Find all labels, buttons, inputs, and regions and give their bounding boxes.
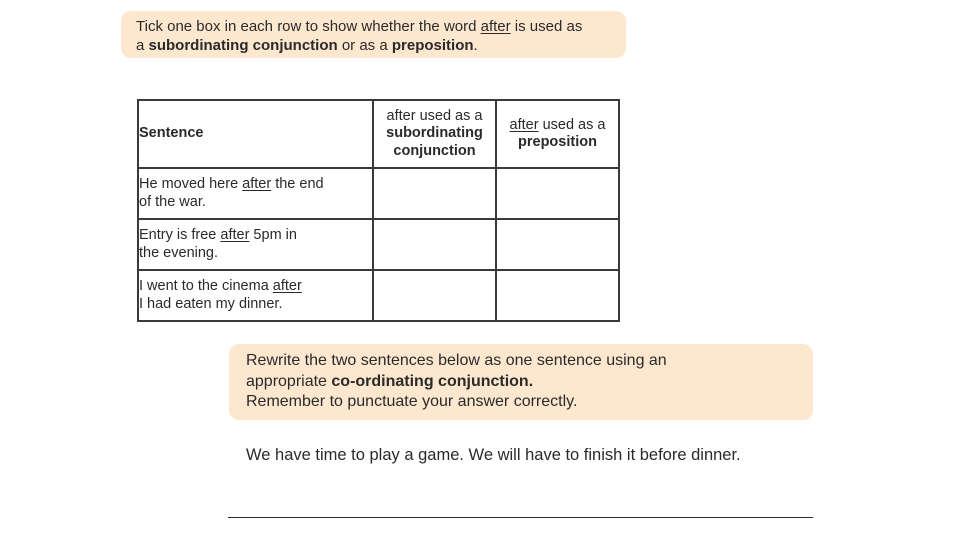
header-line: preposition — [518, 134, 597, 150]
keyword-after: after — [220, 227, 250, 243]
tick-box-table — [137, 99, 620, 322]
header-line: conjunction — [393, 142, 476, 159]
table-row — [138, 219, 619, 270]
header-subordinating-conjunction — [373, 100, 496, 168]
tick-box-subordinating-conjunction[interactable] — [373, 219, 496, 270]
table-row — [138, 168, 619, 219]
table-header-row — [138, 100, 619, 168]
term-coordinating-conjunction: co-ordinating conjunction. — [331, 372, 534, 390]
keyword-after: after — [480, 18, 511, 35]
tick-box-subordinating-conjunction[interactable] — [373, 270, 496, 321]
header-preposition — [496, 100, 619, 168]
tick-box-preposition[interactable] — [496, 219, 619, 270]
instruction-line-3: Remember to punctuate your answer correctly. — [246, 393, 578, 410]
table-row — [138, 270, 619, 321]
keyword-after: after — [242, 176, 272, 192]
instruction-text: Tick one box in each row to show whether the word — [136, 18, 481, 35]
sentence-text: 5pm in — [249, 227, 297, 243]
sentence-text: the evening. — [139, 244, 219, 261]
instruction-text: or as a — [337, 37, 392, 54]
instruction-line-1: Rewrite the two sentences below as one sentence using an — [246, 352, 667, 369]
instruction-line-1 — [136, 17, 626, 36]
sentence-pair: We have time to play a game. We will have to finish it before dinner. — [246, 446, 741, 464]
keyword-after: after — [509, 116, 539, 133]
sentence-text: I had eaten my dinner. — [139, 295, 283, 312]
instruction-line-2 — [136, 36, 626, 55]
sentence-text: I went to the cinema — [139, 278, 273, 294]
instruction-box-rewrite — [229, 344, 813, 420]
sentence-text: the end — [271, 176, 324, 192]
instruction-text: appropriate — [246, 372, 332, 390]
instruction-text: a — [136, 37, 149, 54]
header-line: after used as a — [386, 107, 483, 124]
instruction-box-tick — [121, 11, 626, 58]
sentence-cell — [138, 270, 373, 321]
header-text: used as a — [538, 116, 606, 133]
term-preposition: preposition — [391, 37, 474, 54]
header-sentence: Sentence — [138, 100, 373, 168]
tick-box-preposition[interactable] — [496, 270, 619, 321]
instruction-text: . — [473, 37, 478, 54]
header-line: subordinating — [386, 125, 483, 142]
sentence-cell — [138, 168, 373, 219]
answer-line[interactable] — [228, 517, 813, 518]
sentence-text: of the war. — [139, 193, 206, 210]
keyword-after: after — [272, 278, 302, 294]
tick-box-preposition[interactable] — [496, 168, 619, 219]
sentence-text: Entry is free — [139, 227, 221, 243]
sentence-cell — [138, 219, 373, 270]
term-subordinating-conjunction: subordinating conjunction — [148, 37, 338, 54]
sentence-text: He moved here — [139, 176, 243, 192]
tick-box-subordinating-conjunction[interactable] — [373, 168, 496, 219]
instruction-line-2 — [246, 372, 813, 393]
instruction-text: is used as — [510, 18, 583, 35]
header-line — [497, 117, 618, 135]
